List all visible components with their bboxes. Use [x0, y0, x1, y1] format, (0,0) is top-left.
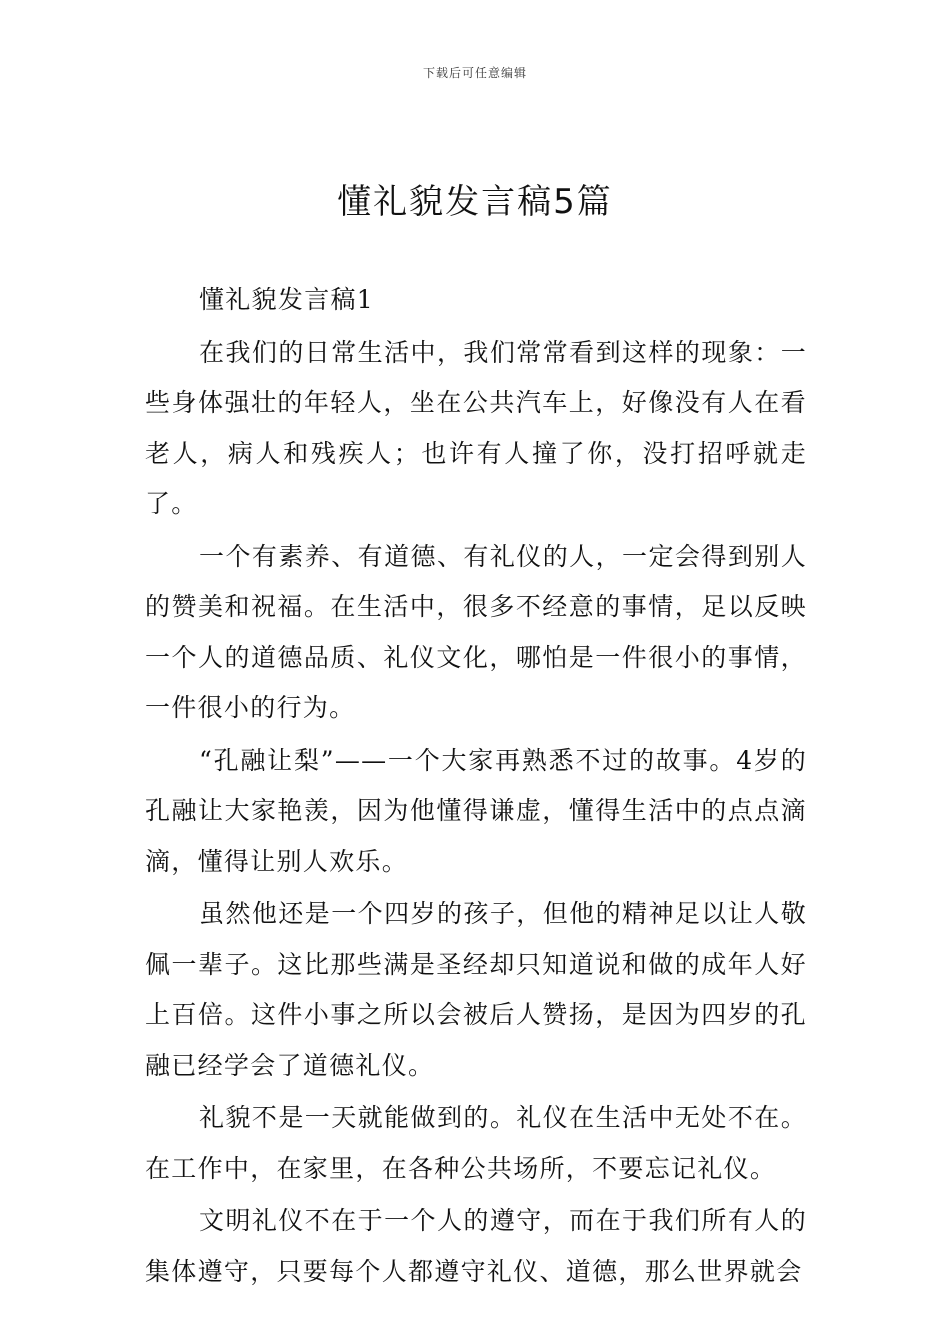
- paragraph-5: 礼貌不是一天就能做到的。礼仪在生活中无处不在。在工作中，在家里，在各种公共场所，不要忘记礼仪。: [145, 1103, 807, 1183]
- paragraph-6: 文明礼仪不在于一个人的遵守，而在于我们所有人的集体遵守，只要每个人都遵守礼仪、道德，那么世界就会: [145, 1206, 807, 1286]
- paragraph-1: 在我们的日常生活中，我们常常看到这样的现象：一些身体强壮的年轻人，坐在公共汽车上，好像没有人在看老人，病人和残疾人；也许有人撞了你，没打招呼就走了。: [145, 337, 807, 518]
- header-note: 下载后可任意编辑: [422, 66, 527, 80]
- paragraph-3: “孔融让梨”——一个大家再熟悉不过的故事。4岁的孔融让大家艳羡，因为他懂得谦虚，懂得生活中的点点滴滴，懂得让别人欢乐。: [145, 745, 807, 876]
- paragraph-2: 一个有素养、有道德、有礼仪的人，一定会得到别人的赞美和祝福。在生活中，很多不经意的事情，足以反映一个人的道德品质、礼仪文化，哪怕是一件很小的事情，一件很小的行为。: [145, 541, 807, 722]
- paragraph-4: 虽然他还是一个四岁的孩子，但他的精神足以让人敬佩一辈子。这比那些满是圣经却只知道说和做的成年人好上百倍。这件小事之所以会被后人赞扬，是因为四岁的孔融已经学会了道德礼仪。: [145, 899, 807, 1080]
- document-body: [145, 275, 807, 1299]
- document-title: 懂礼貌发言稿5篇: [337, 182, 613, 222]
- section-heading: 懂礼貌发言稿1: [199, 285, 375, 314]
